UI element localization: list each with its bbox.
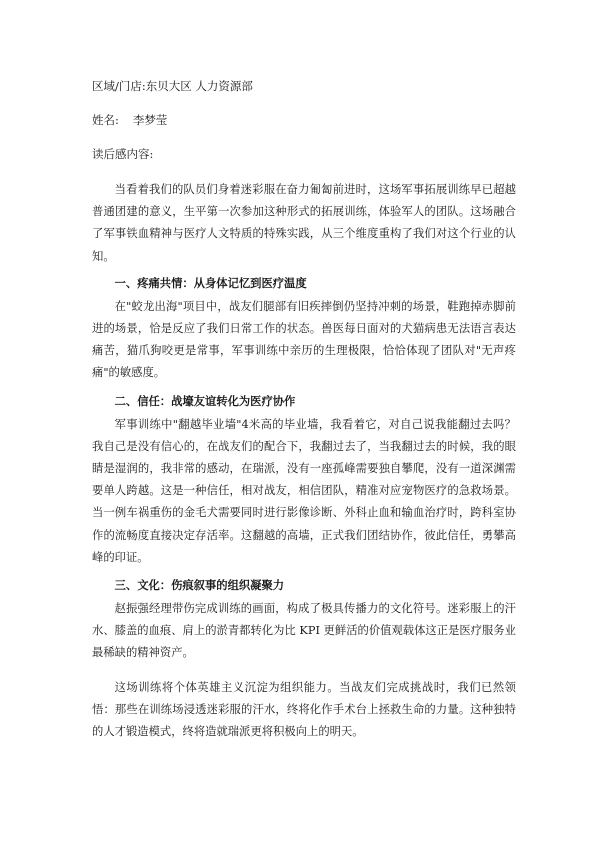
section-body-empathy: 在"蛟龙出海"项目中，战友们腿部有旧疾摔倒仍坚持冲刺的场景，鞋跑掉赤脚前进的场景，恰是反应了我们日常工作的状态。兽医每日面对的犬猫病患无法语言表达痛苦，猫爪狗咬更是常事，军事训练中亲历的生理极限，恰恰体现了团队对"无声疼痛"的敏感度。 [92,299,516,380]
section-heading-empathy: 一、疼痛共情：从身体记忆到医疗温度 [114,275,307,290]
region-label: 区域/门店: [92,79,146,93]
section-body-trust: 军事训练中"翻越毕业墙"4米高的毕业墙，我看着它，对自己说我能翻过去吗？我自己是没有信心的，在战友们的配合下，我翻过去了，当我翻过去的时候，我的眼睛是湿润的，我非常的感动，在瑞派，没有一座孤峰需要独自攀爬，没有一道深渊需要单人跨越。这是一种信任，相对战友，相信团队，精准对应宠物医疗的急救场景。当一例车祸重伤的金毛犬需要同时进行影像诊断、外科止血和输血治疗时，跨科室协作的流畅度直接决定存活率。这翻越的高墙，正式我们团结协作，彼此信任，勇攀高峰的印证。 [92,417,516,564]
region-line [92,78,516,94]
name-label: 姓名: [92,113,119,127]
section-heading-trust: 二、信任：战壕友谊转化为医疗协作 [114,393,296,408]
intro-paragraph: 当看着我们的队员们身着迷彩服在奋力匍匐前进时，这场军事拓展训练早已超越普通团建的意义，生平第一次参加这种形式的拓展训练，体验军人的团队。这场融合了军事铁血精神与医疗人文特质的特殊实践，从三个维度重构了我们对这个行业的认知。 [92,183,516,263]
review-label: 读后感内容: [92,147,154,161]
conclusion-paragraph: 这场训练将个体英雄主义沉淀为组织能力。当战友们完成挑战时，我们已然领悟：那些在训练场浸透迷彩服的汗水，终将化作手术台上拯救生命的力量。这种独特的人才锻造模式，终将造就瑞派更将积极向上的明天。 [92,680,516,739]
name-line [92,112,516,128]
name-value: 李梦莹 [132,113,168,127]
section-heading-culture: 三、文化：伤痕叙事的组织凝聚力 [114,578,285,593]
review-label-line [92,146,516,162]
region-value: 东贝大区 人力资源部 [145,79,253,93]
section-body-culture: 赵振强经理带伤完成训练的画面，构成了极具传播力的文化符号。迷彩服上的汗水、膝盖的血痕、肩上的淤青都转化为比 KPI 更鲜活的价值观载体这正是医疗服务业最稀缺的精神资产。 [92,602,516,660]
